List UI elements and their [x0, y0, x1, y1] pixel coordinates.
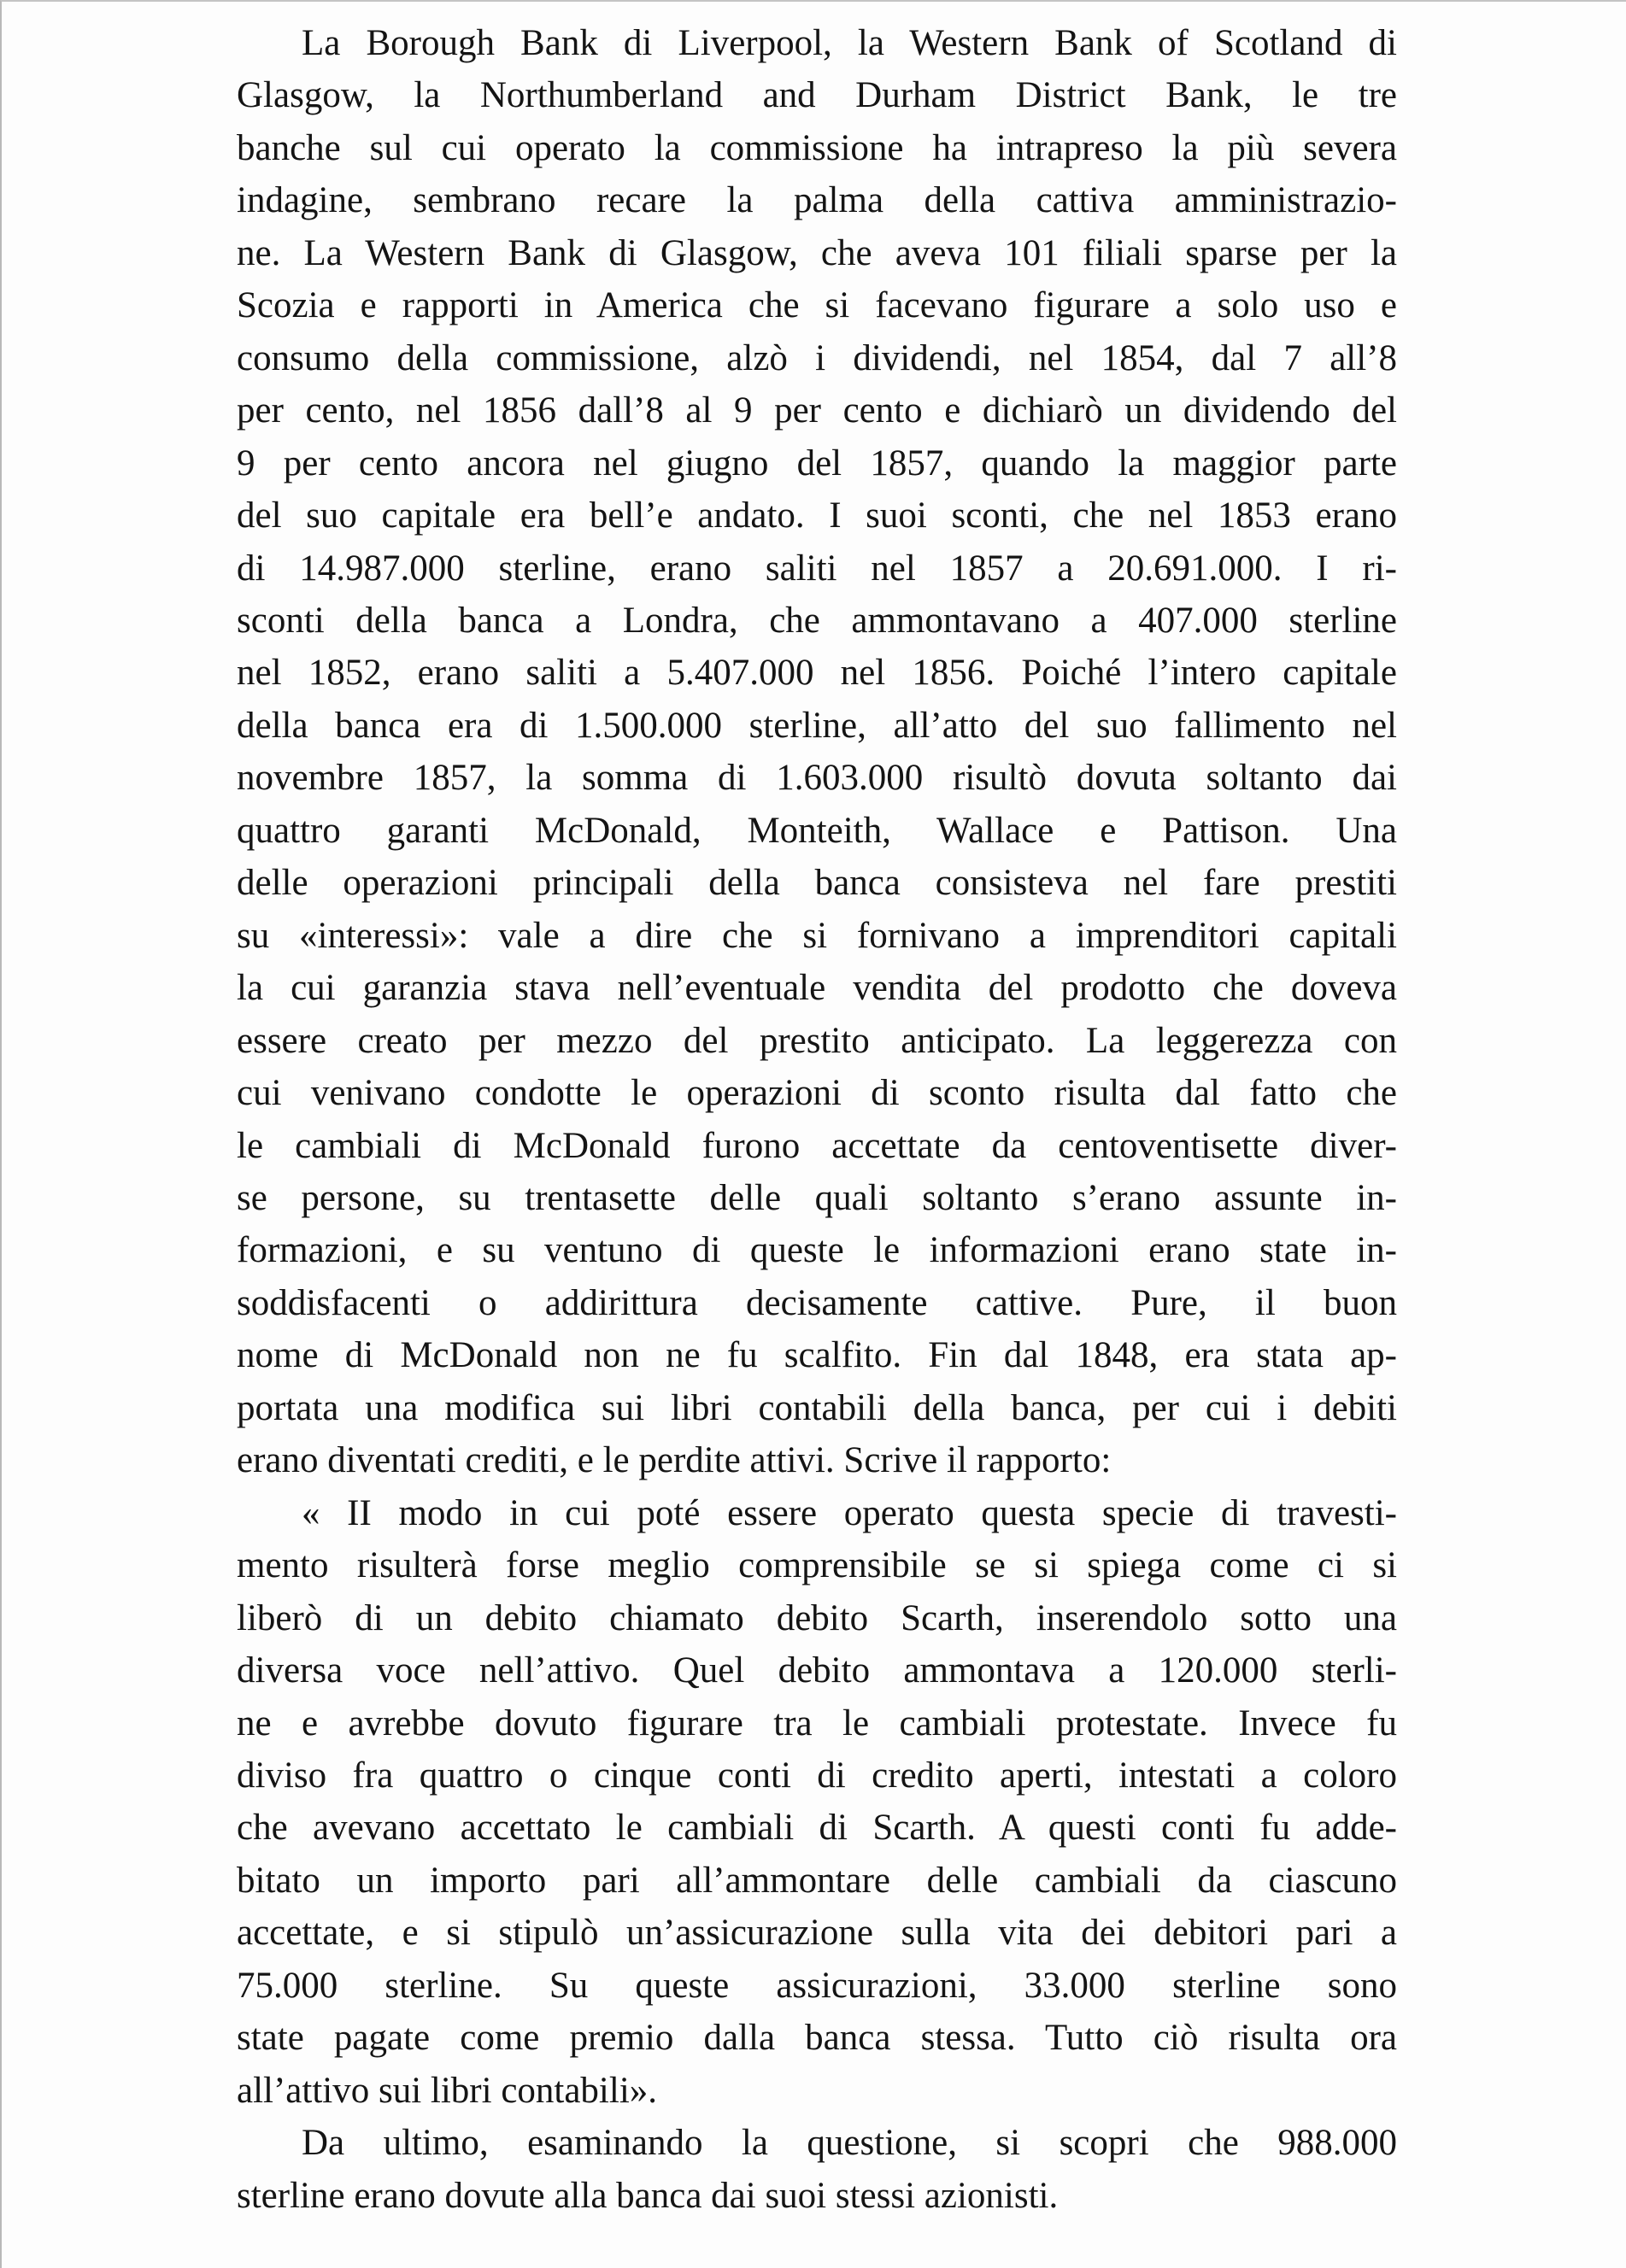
text-line-p2-l9: accettate, e si stipulò un’assicurazione sulla vita dei debitori pari a — [237, 1913, 1397, 1954]
text-line-p2-l1: « II modo in cui poté essere operato questa specie di travesti- — [302, 1492, 1397, 1533]
text-line-p1-l24: formazioni, e su ventuno di queste le informazioni erano state in- — [237, 1230, 1397, 1271]
text-line-p2-l7: che avevano accettato le cambiali di Scarth. A questi conti fu adde- — [237, 1808, 1397, 1849]
page-text-block — [237, 17, 1397, 2222]
text-line-p1-l12: sconti della banca a Londra, che ammontavano a 407.000 sterline — [237, 600, 1397, 641]
text-line-p1-l1: La Borough Bank di Liverpool, la Western Bank of Scotland di — [302, 23, 1397, 63]
text-line-p1-l11: di 14.987.000 sterline, erano saliti nel 1857 a 20.691.000. I ri- — [237, 548, 1397, 589]
text-line-p1-l7: consumo della commissione, alzò i dividendi, nel 1854, dal 7 all’8 — [237, 337, 1397, 378]
text-line-p1-l9: 9 per cento ancora nel giugno del 1857, quando la maggior parte — [237, 442, 1397, 483]
text-line-p1-l4: indagine, sembrano recare la palma della cattiva amministrazio- — [237, 180, 1397, 221]
text-line-p2-l10: 75.000 sterline. Su queste assicurazioni, 33.000 sterline sono — [237, 1965, 1397, 2006]
text-line-p1-l21: cui venivano condotte le operazioni di sconto risulta dal fatto che — [237, 1073, 1397, 1114]
text-line-p1-l23: se persone, su trentasette delle quali soltanto s’erano assunte in- — [237, 1177, 1397, 1218]
text-line-p2-l2: mento risulterà forse meglio comprensibile se si spiega come ci si — [237, 1545, 1397, 1586]
text-line-p1-l10: del suo capitale era bell’e andato. I suoi sconti, che nel 1853 erano — [237, 495, 1397, 536]
text-line-p2-l8: bitato un importo pari all’ammontare delle cambiali da ciascuno — [237, 1860, 1397, 1901]
text-line-p2-l5: ne e avrebbe dovuto figurare tra le cambiali protestate. Invece fu — [237, 1702, 1397, 1743]
text-line-p1-l26: nome di McDonald non ne fu scalfito. Fin dal 1848, era stata ap- — [237, 1335, 1397, 1376]
text-line-p1-l3: banche sul cui operato la commissione ha intrapreso la più severa — [237, 127, 1397, 168]
text-line-p2-l3: liberò di un debito chiamato debito Scarth, inserendolo sotto una — [237, 1597, 1397, 1638]
text-line-p1-l17: delle operazioni principali della banca consisteva nel fare prestiti — [237, 863, 1397, 904]
text-line-p1-l13: nel 1852, erano saliti a 5.407.000 nel 1856. Poiché l’intero capitale — [237, 653, 1397, 694]
text-line-p1-l19: la cui garanzia stava nell’eventuale vendita del prodotto che doveva — [237, 968, 1397, 1009]
text-line-p1-l28: erano diventati crediti, e le perdite attivi. Scrive il rapporto: — [237, 1440, 1112, 1481]
text-line-p1-l8: per cento, nel 1856 dall’8 al 9 per cento e dichiarò un dividendo del — [237, 390, 1397, 431]
text-line-p1-l2: Glasgow, la Northumberland and Durham District Bank, le tre — [237, 75, 1397, 116]
text-line-p1-l14: della banca era di 1.500.000 sterline, all’atto del suo fallimento nel — [237, 705, 1397, 746]
text-line-p1-l16: quattro garanti McDonald, Monteith, Wallace e Pattison. Una — [237, 810, 1397, 851]
text-line-p1-l20: essere creato per mezzo del prestito anticipato. La leggerezza con — [237, 1020, 1397, 1061]
text-line-p2-l12: all’attivo sui libri contabili». — [237, 2070, 658, 2111]
text-line-p2-l6: diviso fra quattro o cinque conti di credito aperti, intestati a coloro — [237, 1755, 1397, 1796]
text-line-p3-l1: Da ultimo, esaminando la questione, si scopri che 988.000 — [302, 2123, 1397, 2164]
text-line-p3-l2: sterline erano dovute alla banca dai suoi stessi azionisti. — [237, 2175, 1059, 2216]
text-line-p1-l15: novembre 1857, la somma di 1.603.000 risultò dovuta soltanto dai — [237, 758, 1397, 799]
text-line-p1-l27: portata una modifica sui libri contabili della banca, per cui i debiti — [237, 1387, 1397, 1428]
text-line-p2-l4: diversa voce nell’attivo. Quel debito ammontava a 120.000 sterli- — [237, 1650, 1397, 1691]
text-line-p1-l22: le cambiali di McDonald furono accettate da centoventisette diver- — [237, 1125, 1397, 1166]
text-line-p2-l11: state pagate come premio dalla banca stessa. Tutto ciò risulta ora — [237, 2018, 1397, 2059]
text-line-p1-l25: soddisfacenti o addirittura decisamente cattive. Pure, il buon — [237, 1282, 1397, 1323]
text-line-p1-l5: ne. La Western Bank di Glasgow, che aveva 101 filiali sparse per la — [237, 232, 1397, 273]
text-line-p1-l18: su «interessi»: vale a dire che si fornivano a imprenditori capitali — [237, 915, 1397, 956]
text-line-p1-l6: Scozia e rapporti in America che si facevano figurare a solo uso e — [237, 285, 1397, 326]
